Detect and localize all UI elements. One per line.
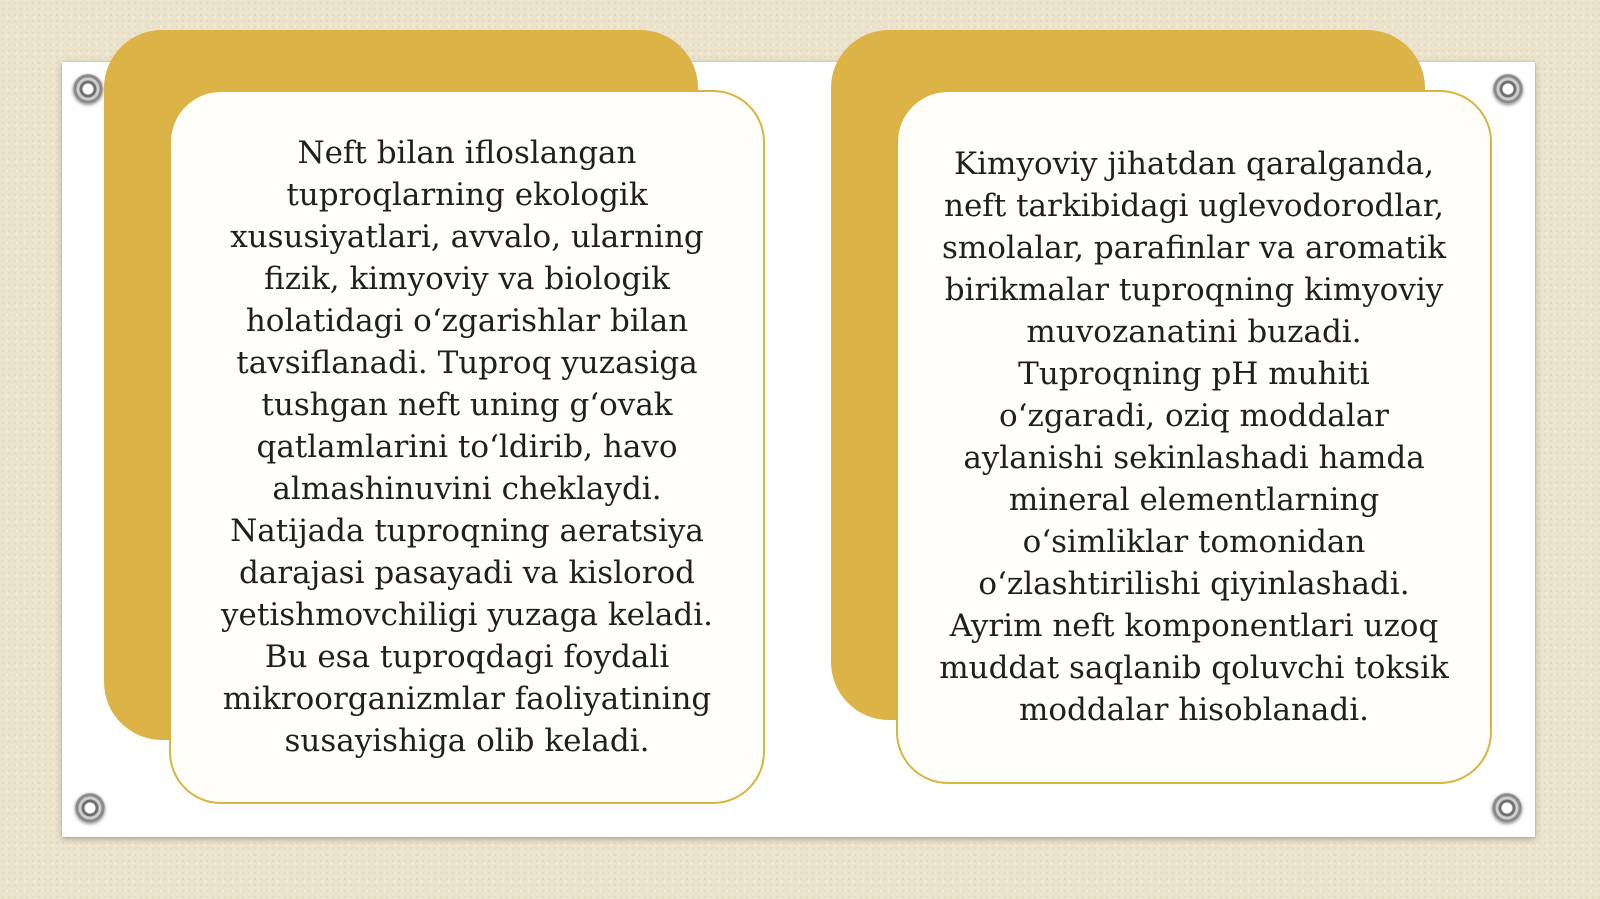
pin-top-left-icon [73,74,103,104]
left-text-card [169,90,765,804]
pin-bottom-left-icon [75,793,105,823]
right-text-card [896,90,1492,784]
left-card-text: Neft bilan ifloslangan tuproqlarning ekologik xususiyatlari, avvalo, ularning fizik, kimyoviy va biologik holatidagi o‘zgarishlar bilan tavsiflanadi. Tuproq yuzasiga tushgan neft uning g‘ovak qatlamlarini to‘ldirib, havo almashinuvini cheklaydi. Natijada tuproqning aeratsiya darajasi pasayadi va kislorod yetishmovchiligi yuzaga keladi. Bu esa tuproqdagi foydali mikroorganizmlar faoliyatining susayishiga olib keladi. [221,135,713,759]
pin-top-right-icon [1493,74,1523,104]
right-card-text: Kimyoviy jihatdan qaralganda, neft tarkibidagi uglevodorodlar, smolalar, parafinlar va aromatik birikmalar tuproqning kimyoviy muvozanatini buzadi. Tuproqning pH muhiti o‘zgaradi, oziq moddalar aylanishi sekinlashadi hamda mineral elementlarning o‘simliklar tomonidan o‘zlashtirilishi qiyinlashadi. Ayrim neft komponentlari uzoq muddat saqlanib qoluvchi toksik moddalar hisoblanadi. [939,146,1449,728]
pin-bottom-right-icon [1492,793,1522,823]
